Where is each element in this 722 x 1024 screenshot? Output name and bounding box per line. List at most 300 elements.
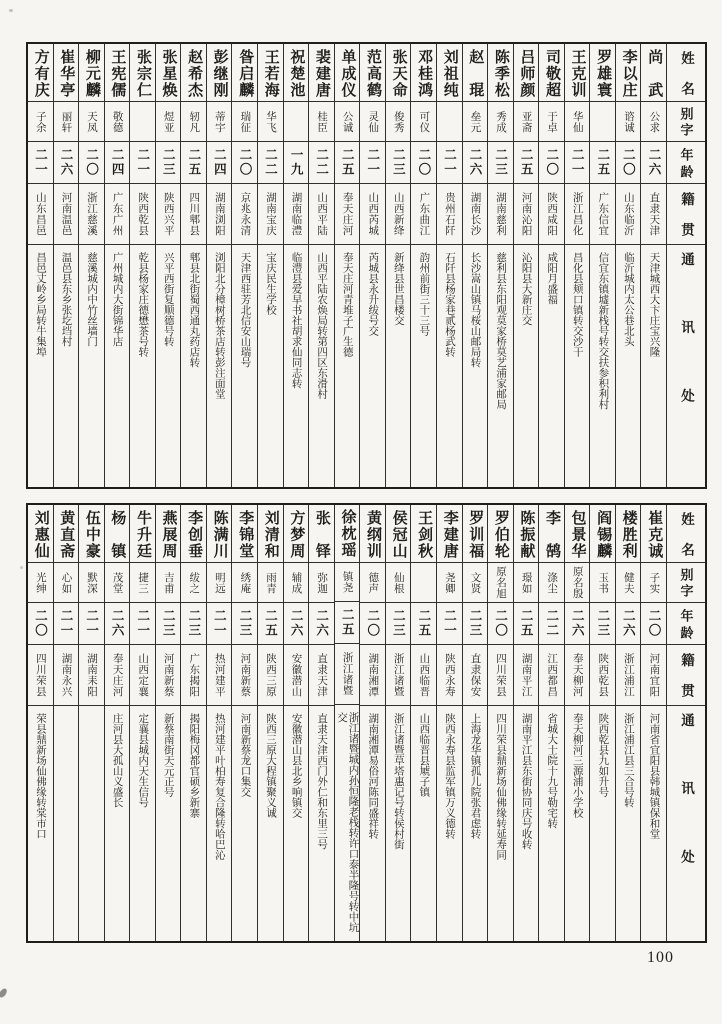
person-column bbox=[615, 44, 641, 487]
person-name-cell bbox=[258, 44, 283, 102]
person-name-cell bbox=[79, 44, 104, 102]
person-name-cell bbox=[309, 505, 334, 563]
native-place-cell bbox=[411, 645, 436, 706]
person-name: 王剑秋 bbox=[416, 509, 433, 558]
courtesy-name: 心如 bbox=[60, 571, 72, 594]
person-column bbox=[487, 44, 513, 487]
header-column bbox=[666, 505, 705, 941]
native-place: 直隶天津 bbox=[648, 192, 660, 236]
courtesy-name-cell bbox=[335, 563, 360, 603]
native-place-cell bbox=[539, 184, 564, 245]
courtesy-name-cell bbox=[309, 102, 334, 142]
person-name-cell bbox=[616, 44, 641, 102]
age-value: 二五 bbox=[263, 609, 278, 638]
address-text-cell bbox=[514, 245, 539, 487]
person-name-cell bbox=[258, 505, 283, 563]
person-name: 方有庆 bbox=[32, 48, 49, 97]
native-place: 湖南宝庆 bbox=[264, 192, 276, 236]
address-text: 慈溪城内中竹丝墙门 bbox=[86, 252, 98, 347]
address-text: 浙江浦江县三合号转 bbox=[622, 713, 634, 808]
courtesy-name-cell bbox=[232, 563, 257, 603]
native-place-cell bbox=[258, 645, 283, 706]
native-place-cell bbox=[514, 645, 539, 706]
age-value: 二一 bbox=[570, 148, 585, 177]
age-value-cell bbox=[411, 142, 436, 184]
address-text-cell bbox=[488, 706, 513, 941]
address-text-cell bbox=[463, 706, 488, 941]
age-value-cell bbox=[616, 603, 641, 645]
address-text-cell bbox=[565, 706, 590, 941]
native-place: 湖南平江 bbox=[520, 653, 532, 697]
native-place: 山西定襄 bbox=[137, 653, 149, 697]
courtesy-name-cell bbox=[360, 563, 385, 603]
courtesy-name-cell bbox=[386, 102, 411, 142]
address-text: 天津西驻芳北信安山瑞号 bbox=[239, 252, 251, 368]
native-place-cell bbox=[284, 184, 309, 245]
age-value-cell bbox=[28, 142, 53, 184]
address-text-cell bbox=[232, 706, 257, 941]
person-name-cell bbox=[28, 44, 53, 102]
address-text: 郫县北街蜀西通丸药店转 bbox=[188, 252, 200, 368]
age-value: 二一 bbox=[442, 609, 457, 638]
address-text: 奉天柳河三源浦小学校 bbox=[571, 713, 583, 818]
person-column bbox=[155, 505, 181, 941]
age-value: 二四 bbox=[212, 148, 227, 177]
address-text: 陕西永寿县监军镇万义德转 bbox=[443, 713, 455, 839]
age-value-cell bbox=[590, 603, 615, 645]
native-place-cell bbox=[284, 645, 309, 706]
courtesy-name-cell bbox=[514, 563, 539, 603]
native-place: 安徽潜山 bbox=[290, 653, 302, 697]
address-text-cell bbox=[514, 706, 539, 941]
courtesy-name-cell bbox=[130, 102, 155, 142]
age-value-cell bbox=[284, 603, 309, 645]
person-column bbox=[640, 505, 666, 941]
native-place-cell bbox=[386, 645, 411, 706]
address-text-cell bbox=[616, 706, 641, 941]
address-text-cell bbox=[411, 706, 436, 941]
person-name: 陈满川 bbox=[211, 509, 228, 558]
age-value-cell bbox=[641, 142, 666, 184]
person-name: 罗伯轮 bbox=[492, 509, 509, 558]
address-text-cell bbox=[386, 245, 411, 487]
age-value-cell bbox=[411, 603, 436, 645]
person-name-cell bbox=[488, 44, 513, 102]
age-value-cell bbox=[335, 142, 360, 184]
address-text-cell bbox=[309, 706, 334, 941]
person-name: 李锦堂 bbox=[237, 509, 254, 558]
person-column bbox=[129, 505, 155, 941]
person-name: 李创垂 bbox=[186, 509, 203, 558]
person-column bbox=[462, 505, 488, 941]
address-text-cell bbox=[284, 245, 309, 487]
address-text: 广州城内大街锦华店 bbox=[111, 252, 123, 347]
native-place: 广东揭阳 bbox=[188, 653, 200, 697]
native-place-cell bbox=[437, 645, 462, 706]
native-place: 广东曲江 bbox=[418, 192, 430, 236]
courtesy-name: 煜亚 bbox=[162, 110, 174, 133]
age-value-cell bbox=[386, 603, 411, 645]
address-text: 安徽潜山县北乡响镇交 bbox=[290, 713, 302, 818]
person-name: 侯冠山 bbox=[390, 509, 407, 558]
person-name: 黄直斋 bbox=[58, 509, 75, 558]
age-value: 二五 bbox=[519, 609, 534, 638]
courtesy-name: 原名殷 bbox=[571, 566, 583, 599]
native-place-cell bbox=[181, 645, 206, 706]
person-name: 祝楚池 bbox=[288, 48, 305, 97]
person-name-cell bbox=[463, 505, 488, 563]
age-value: 二〇 bbox=[621, 148, 636, 177]
native-place: 四川郫县 bbox=[188, 192, 200, 236]
age-value-cell bbox=[488, 603, 513, 645]
person-name-cell bbox=[130, 44, 155, 102]
header-origin-cell bbox=[667, 184, 705, 245]
courtesy-name-cell bbox=[590, 563, 615, 603]
address-text-cell bbox=[130, 706, 155, 941]
native-place: 浙江浦江 bbox=[622, 653, 634, 697]
age-value: 一九 bbox=[289, 148, 304, 177]
person-column bbox=[28, 44, 53, 487]
courtesy-name-cell bbox=[386, 563, 411, 603]
person-column bbox=[334, 505, 360, 941]
native-place-cell bbox=[258, 184, 283, 245]
courtesy-name-cell bbox=[463, 563, 488, 603]
age-value-cell bbox=[514, 603, 539, 645]
person-name: 张铎 bbox=[313, 509, 330, 558]
person-name-cell bbox=[156, 44, 181, 102]
address-text: 四川荣县鼎新场仙佛缘转延寿同 bbox=[495, 713, 507, 860]
person-name: 昝启麟 bbox=[237, 48, 254, 97]
header-name-label: 姓名 bbox=[679, 50, 694, 95]
courtesy-name: 仙根 bbox=[392, 571, 404, 594]
address-text: 咸阳月盛福 bbox=[546, 252, 558, 305]
age-value: 二〇 bbox=[416, 148, 431, 177]
age-value-cell bbox=[105, 603, 130, 645]
address-text: 陕西三原大程镇聚义诚 bbox=[265, 713, 277, 818]
person-name-cell bbox=[207, 44, 232, 102]
native-place: 直隶天津 bbox=[316, 653, 328, 697]
native-place-cell bbox=[360, 184, 385, 245]
person-column bbox=[180, 44, 206, 487]
address-text-cell bbox=[156, 706, 181, 941]
person-column bbox=[538, 505, 564, 941]
address-text: 上海龙华镇孤儿院张君虑转 bbox=[469, 713, 481, 839]
person-column bbox=[129, 44, 155, 487]
courtesy-name: 明远 bbox=[213, 571, 225, 594]
person-name: 王若海 bbox=[262, 48, 279, 97]
person-name-cell bbox=[309, 44, 334, 102]
courtesy-name-cell bbox=[335, 102, 360, 142]
header-courtesy-label: 别字 bbox=[678, 568, 694, 597]
address-text-cell bbox=[590, 706, 615, 941]
person-column bbox=[436, 44, 462, 487]
native-place-cell bbox=[411, 184, 436, 245]
address-text: 浙江诸暨草塔惠记号转侯村街 bbox=[392, 713, 404, 850]
native-place-cell bbox=[54, 184, 79, 245]
header-origin-label: 籍贯 bbox=[679, 653, 694, 697]
person-name-cell bbox=[539, 505, 564, 563]
address-text: 宝庆民生学校 bbox=[265, 252, 277, 315]
person-name-cell bbox=[54, 505, 79, 563]
native-place-cell bbox=[335, 184, 360, 245]
native-place: 浙江诸暨 bbox=[341, 651, 353, 696]
age-value-cell bbox=[437, 603, 462, 645]
person-name: 王克训 bbox=[569, 48, 586, 97]
native-place-cell bbox=[105, 645, 130, 706]
native-place-cell bbox=[28, 645, 53, 706]
address-text-cell bbox=[258, 706, 283, 941]
native-place-cell bbox=[232, 184, 257, 245]
courtesy-name: 尧卿 bbox=[443, 571, 455, 594]
age-value: 二六 bbox=[110, 609, 125, 638]
courtesy-name-cell bbox=[488, 102, 513, 142]
courtesy-name-cell bbox=[539, 563, 564, 603]
age-value: 二三 bbox=[391, 148, 406, 177]
courtesy-name: 雨青 bbox=[264, 571, 276, 594]
age-value-cell bbox=[232, 142, 257, 184]
age-value: 二三 bbox=[161, 609, 176, 638]
header-address-cell bbox=[667, 245, 705, 487]
native-place-cell bbox=[590, 184, 615, 245]
age-value: 二一 bbox=[33, 148, 48, 177]
native-place-cell bbox=[616, 184, 641, 245]
courtesy-name-cell bbox=[181, 563, 206, 603]
header-age-label: 年龄 bbox=[678, 608, 694, 639]
courtesy-name-cell bbox=[616, 563, 641, 603]
courtesy-name-cell bbox=[130, 563, 155, 603]
person-name: 柳元麟 bbox=[83, 48, 100, 97]
person-name: 吕师颜 bbox=[518, 48, 535, 97]
native-place: 四川荣县 bbox=[495, 653, 506, 697]
age-value: 二五 bbox=[340, 608, 355, 638]
age-value: 二〇 bbox=[84, 148, 99, 177]
address-text: 石阡县杨家巷贰杨武转 bbox=[443, 252, 455, 357]
native-place: 奉天庄河 bbox=[341, 192, 353, 236]
native-place-cell bbox=[463, 184, 488, 245]
age-value: 二二 bbox=[263, 148, 278, 177]
person-name-cell bbox=[488, 505, 513, 563]
age-value: 二六 bbox=[621, 609, 636, 638]
age-value: 二〇 bbox=[493, 609, 508, 638]
native-place: 奉天庄河 bbox=[111, 653, 123, 697]
person-column bbox=[28, 505, 53, 941]
address-text-cell bbox=[207, 245, 232, 487]
address-text-cell bbox=[54, 706, 79, 941]
courtesy-name: 文贤 bbox=[469, 571, 481, 594]
address-text: 热河建平叶柏寿复合隆转哈巴沁 bbox=[213, 713, 225, 860]
person-column bbox=[206, 505, 232, 941]
courtesy-name: 亚斋 bbox=[520, 110, 532, 133]
person-name-cell bbox=[105, 505, 130, 563]
courtesy-name-cell bbox=[641, 102, 666, 142]
native-place: 湖南耒阳 bbox=[86, 653, 97, 697]
address-text-cell bbox=[335, 705, 360, 941]
address-text: 山西临晋县虓子镇 bbox=[418, 713, 430, 797]
native-place: 河南沁阳 bbox=[520, 192, 532, 236]
courtesy-name: 瑞征 bbox=[239, 110, 251, 133]
person-name-cell bbox=[539, 44, 564, 102]
courtesy-name: 涤尘 bbox=[546, 571, 558, 594]
age-value-cell bbox=[360, 142, 385, 184]
address-text-cell bbox=[488, 245, 513, 487]
courtesy-name-cell bbox=[54, 563, 79, 603]
person-column bbox=[231, 44, 257, 487]
address-text: 奉天庄河青堆子广生德 bbox=[341, 252, 353, 357]
person-name: 刘清和 bbox=[262, 509, 279, 558]
native-place: 广东信宜 bbox=[597, 192, 609, 236]
person-name: 徐枕瑶 bbox=[339, 509, 356, 558]
courtesy-name: 子余 bbox=[34, 110, 46, 133]
person-column bbox=[564, 505, 590, 941]
age-value-cell bbox=[79, 603, 104, 645]
address-text-cell bbox=[309, 245, 334, 487]
courtesy-name-cell bbox=[411, 102, 436, 142]
courtesy-name: 敬德 bbox=[111, 110, 123, 133]
age-value: 二五 bbox=[340, 148, 355, 177]
person-name-cell bbox=[335, 505, 360, 563]
age-value-cell bbox=[28, 603, 53, 645]
courtesy-name-cell bbox=[565, 102, 590, 142]
header-address-label: 通讯处 bbox=[679, 252, 694, 402]
courtesy-name: 绣庵 bbox=[239, 571, 251, 594]
courtesy-name-cell bbox=[616, 102, 641, 142]
age-value: 二三 bbox=[595, 609, 610, 638]
age-value-cell bbox=[130, 603, 155, 645]
header-courtesy-cell bbox=[667, 563, 705, 603]
address-text: 直隶天津西门外仁和东里三号 bbox=[316, 713, 328, 850]
native-place: 陕西咸阳 bbox=[546, 192, 558, 236]
age-value: 二三 bbox=[237, 609, 252, 638]
person-name: 黄纲训 bbox=[365, 509, 382, 558]
address-text-cell bbox=[28, 706, 53, 941]
person-name: 刘祖纯 bbox=[441, 48, 458, 97]
native-place-cell bbox=[539, 645, 564, 706]
native-place: 京兆永清 bbox=[239, 192, 251, 236]
address-text: 新绛县世昌楼交 bbox=[392, 252, 404, 326]
native-place: 河南新蔡 bbox=[162, 653, 174, 697]
person-column bbox=[78, 44, 104, 487]
courtesy-name: 垒元 bbox=[469, 110, 481, 133]
person-name-cell bbox=[181, 505, 206, 563]
header-age-cell bbox=[667, 142, 705, 184]
address-text-cell bbox=[181, 245, 206, 487]
person-name: 裴建唐 bbox=[313, 48, 330, 97]
age-value-cell bbox=[590, 142, 615, 184]
person-column bbox=[589, 505, 615, 941]
native-place: 贵州石阡 bbox=[443, 192, 455, 236]
courtesy-name: 灵仙 bbox=[367, 110, 379, 133]
address-text: 温邑县东乡张圪垱村 bbox=[60, 252, 72, 347]
native-place: 陕西乾县 bbox=[137, 192, 149, 236]
age-value-cell bbox=[54, 603, 79, 645]
person-name-cell bbox=[207, 505, 232, 563]
header-name-cell bbox=[667, 44, 705, 102]
person-name-cell bbox=[156, 505, 181, 563]
age-value: 二六 bbox=[570, 609, 585, 638]
address-text-cell bbox=[360, 245, 385, 487]
address-text: 新蔡南街天元正号 bbox=[162, 713, 174, 797]
age-value-cell bbox=[309, 603, 334, 645]
courtesy-name-cell bbox=[590, 102, 615, 142]
address-text: 天津城西大卞庄宝兴隆 bbox=[648, 252, 660, 357]
scan-artifact bbox=[20, 566, 23, 569]
native-place: 奉天柳河 bbox=[571, 653, 583, 697]
courtesy-name-cell bbox=[641, 563, 666, 603]
person-column bbox=[231, 505, 257, 941]
age-value: 二三 bbox=[391, 609, 406, 638]
age-value-cell bbox=[156, 142, 181, 184]
courtesy-name: 捷三 bbox=[137, 571, 149, 594]
courtesy-name: 镇尧 bbox=[341, 570, 353, 593]
person-name: 李建唐 bbox=[441, 509, 458, 558]
courtesy-name: 德声 bbox=[367, 571, 379, 594]
courtesy-name: 轫凡 bbox=[188, 110, 200, 133]
person-name: 陈振献 bbox=[518, 509, 535, 558]
courtesy-name-cell bbox=[437, 563, 462, 603]
address-text: 定襄县城内天生信号 bbox=[137, 713, 149, 808]
roster-table-bottom bbox=[26, 503, 707, 943]
native-place-cell bbox=[79, 184, 104, 245]
age-value-cell bbox=[641, 603, 666, 645]
native-place: 江西都昌 bbox=[546, 653, 558, 697]
person-name-cell bbox=[232, 505, 257, 563]
courtesy-name: 于卓 bbox=[546, 110, 558, 133]
native-place-cell bbox=[437, 184, 462, 245]
native-place-cell bbox=[232, 645, 257, 706]
person-name: 杨镇 bbox=[109, 509, 126, 558]
native-place-cell bbox=[309, 184, 334, 245]
header-name-cell bbox=[667, 505, 705, 563]
age-value: 二〇 bbox=[544, 148, 559, 177]
person-column bbox=[538, 44, 564, 487]
age-value: 二三 bbox=[186, 609, 201, 638]
native-place: 湖南湘潭 bbox=[367, 653, 379, 697]
person-name: 陈季松 bbox=[492, 48, 509, 97]
native-place-cell bbox=[54, 645, 79, 706]
age-value-cell bbox=[309, 142, 334, 184]
address-text: 兴平西街复顺德号转 bbox=[162, 252, 174, 347]
age-value: 二六 bbox=[314, 609, 329, 638]
person-column bbox=[513, 505, 539, 941]
person-name: 司敬超 bbox=[543, 48, 560, 97]
age-value-cell bbox=[565, 603, 590, 645]
address-text-cell bbox=[590, 245, 615, 487]
courtesy-name: 绂之 bbox=[188, 571, 200, 594]
person-name: 彭继刚 bbox=[211, 48, 228, 97]
courtesy-name-cell bbox=[437, 102, 462, 142]
age-value: 二一 bbox=[135, 609, 150, 638]
age-value-cell bbox=[105, 142, 130, 184]
person-name: 范高鹤 bbox=[365, 48, 382, 97]
native-place: 湖南永兴 bbox=[60, 653, 72, 697]
person-column bbox=[104, 505, 130, 941]
address-text-cell bbox=[360, 706, 385, 941]
age-value: 二〇 bbox=[237, 148, 252, 177]
person-name-cell bbox=[130, 505, 155, 563]
courtesy-name: 天凤 bbox=[86, 110, 97, 133]
header-address-label: 通讯处 bbox=[679, 713, 694, 863]
native-place-cell bbox=[130, 184, 155, 245]
address-text: 信宜东镇墟新栈号转交扶参积利村 bbox=[597, 252, 609, 410]
courtesy-name-cell bbox=[79, 102, 104, 142]
address-text-cell bbox=[463, 245, 488, 487]
person-column bbox=[513, 44, 539, 487]
address-text-cell bbox=[565, 245, 590, 487]
native-place: 河南宜阳 bbox=[648, 653, 660, 697]
courtesy-name-cell bbox=[411, 563, 436, 603]
address-text: 浙江诸暨城内孙恒隆老栈转许口泰半隆号转中坑交 bbox=[335, 711, 359, 933]
address-text-cell bbox=[539, 706, 564, 941]
